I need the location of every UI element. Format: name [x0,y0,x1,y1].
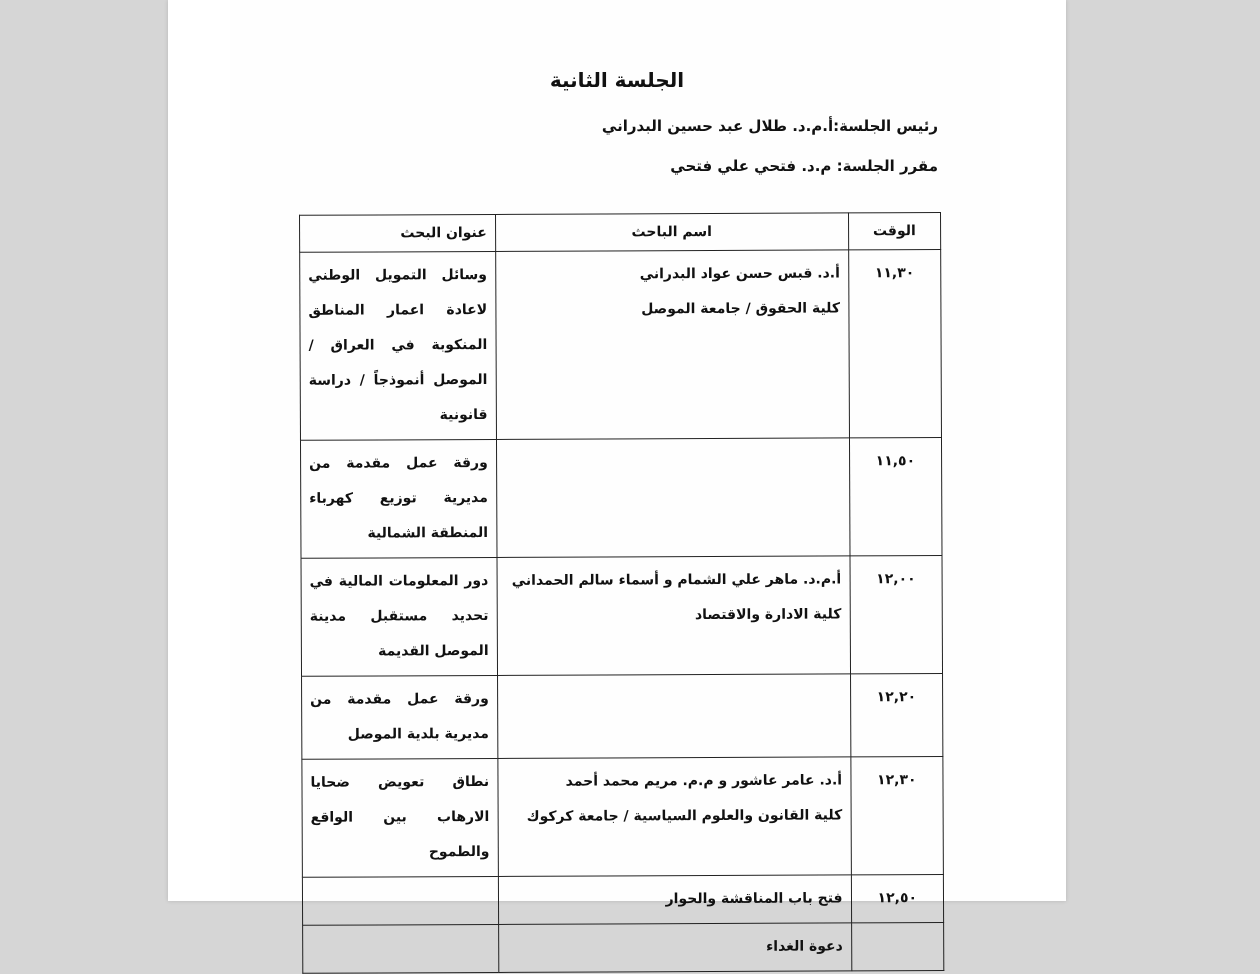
researcher-line: أ.د. عامر عاشور و م.م. مريم محمد أحمد [565,772,843,790]
document-page [168,0,1066,955]
session-rapporteur: مقرر الجلسة: م.د. فتحي علي فتحي [670,157,938,175]
paper-title-cell [302,675,498,759]
paper-title-cell [300,251,497,440]
researcher-cell [498,923,851,973]
table-row [302,874,943,925]
time-cell: ١٢,٣٠ [850,756,943,874]
paper-title-cell [300,439,496,558]
table-row [303,922,944,973]
researcher-cell [498,875,851,925]
researcher-cell [498,757,851,877]
researcher-line: أ.د. قبس حسن عواد البدراني [639,265,840,283]
table-header-row [300,213,941,253]
header-researcher: اسم الباحث [495,213,848,252]
session-title: الجلسة الثانية [549,68,685,92]
time-cell: ١٢,٢٠ [850,673,943,756]
time-cell: ١٢,٥٠ [851,874,944,922]
paper-title-text: ورقة عمل مقدمة من مديرية بلدية الموصل [310,690,489,743]
paper-title-text: نطاق تعويض ضحايا الارهاب بين الواقع والطموح [310,773,490,861]
researcher-line: كلية الادارة والاقتصاد [694,606,842,624]
paper-title-text: دور المعلومات المالية في تحديد مستقبل مدينة الموصل القديمة [309,572,489,660]
table-row [300,250,942,441]
table-row [300,438,942,559]
time-cell: ١١,٥٠ [849,438,942,556]
table-row [302,673,943,759]
paper-title-cell [301,557,497,676]
schedule-table [299,212,944,974]
paper-title-cell [302,758,498,877]
researcher-line: أ.م.د. ماهر علي الشمام و أسماء سالم الحمداني [511,571,842,589]
researcher-line: دعوة الغداء [766,938,843,955]
researcher-cell [495,250,849,440]
researcher-cell [497,674,850,759]
researcher-line: كلية الحقوق / جامعة الموصل [641,300,841,318]
researcher-line: كلية القانون والعلوم السياسية / جامعة كركوك [526,807,843,825]
researcher-cell [497,556,850,676]
header-time: الوقت [848,213,941,250]
paper-title-cell [303,924,499,973]
time-cell: ١١,٣٠ [848,250,941,438]
researcher-cell [496,438,849,558]
time-cell: ١٢,٠٠ [850,555,943,673]
session-chair: رئيس الجلسة:أ.م.د. طلال عبد حسين البدراني [601,117,938,135]
table-row [301,555,943,676]
paper-title-text: ورقة عمل مقدمة من مديرية توزيع كهرباء المنطقة الشمالية [309,454,489,542]
researcher-line: فتح باب المناقشة والحوار [665,890,843,908]
paper-title-text: وسائل التمويل الوطني لاعادة اعمار المناطق المنكوبة في العراق / الموصل أنموذجاً / دراسة قانونية [308,266,488,424]
header-paper-title: عنوان البحث [300,214,496,252]
table-row [302,756,944,877]
time-cell [851,922,944,970]
